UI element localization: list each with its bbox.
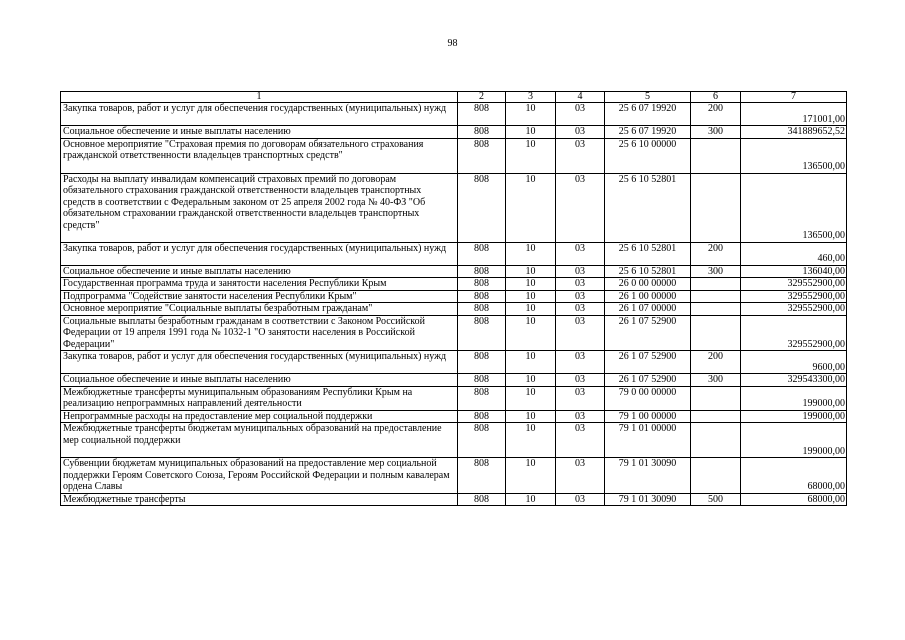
- header-row: [61, 92, 847, 103]
- subsection-code: 03: [556, 374, 605, 387]
- table-row: [61, 423, 847, 458]
- ministry-code: 808: [458, 265, 506, 278]
- expense-type-code: [691, 315, 741, 351]
- ministry-code: 808: [458, 386, 506, 410]
- section-code: 10: [506, 315, 556, 351]
- target-article-code: 26 1 07 52900: [605, 374, 691, 387]
- section-code: 10: [506, 265, 556, 278]
- row-name: Социальное обеспечение и иные выплаты населению: [61, 374, 458, 387]
- ministry-code: 808: [458, 374, 506, 387]
- table-row: [61, 265, 847, 278]
- expense-type-code: 300: [691, 265, 741, 278]
- page-number: 98: [447, 38, 458, 49]
- table-row: [61, 138, 847, 173]
- table-row: [61, 103, 847, 126]
- table-row: [61, 351, 847, 374]
- expense-type-code: 300: [691, 374, 741, 387]
- column-header: 2: [458, 92, 506, 103]
- section-code: 10: [506, 493, 556, 506]
- amount: 329552900,00: [741, 278, 847, 291]
- table-row: [61, 386, 847, 410]
- section-code: 10: [506, 103, 556, 126]
- table-row: [61, 303, 847, 316]
- section-code: 10: [506, 423, 556, 458]
- target-article-code: 26 0 00 00000: [605, 278, 691, 291]
- section-code: 10: [506, 374, 556, 387]
- target-article-code: 25 6 10 52801: [605, 265, 691, 278]
- row-name: Основное мероприятие "Социальные выплаты безработным гражданам": [61, 303, 458, 316]
- target-article-code: 25 6 07 19920: [605, 103, 691, 126]
- ministry-code: 808: [458, 303, 506, 316]
- subsection-code: 03: [556, 242, 605, 265]
- expense-type-code: [691, 410, 741, 423]
- row-name: Подпрограмма "Содействие занятости населения Республики Крым": [61, 290, 458, 303]
- section-code: 10: [506, 410, 556, 423]
- amount: 341889652,52: [741, 126, 847, 139]
- section-code: 10: [506, 458, 556, 494]
- row-name: Расходы на выплату инвалидам компенсаций страховых премий по договорам обязательного страхования гражданской ответственности владельцев транспортных средств в соответствии с Федеральным законом от 25 апреля 2002 года № 40-ФЗ "Об обязательном страховании гражданской ответственности владельцев транспортных средств": [61, 173, 458, 242]
- amount: 329543300,00: [741, 374, 847, 387]
- amount: 199000,00: [741, 410, 847, 423]
- section-code: 10: [506, 242, 556, 265]
- amount: 136500,00: [741, 173, 847, 242]
- expense-type-code: 300: [691, 126, 741, 139]
- row-name: Субвенции бюджетам муниципальных образований на предоставление мер социальной поддержки Героям Советского Союза, Героям Российской Федерации и полным кавалерам ордена Славы: [61, 458, 458, 494]
- column-header: 7: [741, 92, 847, 103]
- ministry-code: 808: [458, 493, 506, 506]
- ministry-code: 808: [458, 173, 506, 242]
- expense-type-code: [691, 278, 741, 291]
- amount: 329552900,00: [741, 290, 847, 303]
- column-header: 5: [605, 92, 691, 103]
- subsection-code: 03: [556, 410, 605, 423]
- expense-type-code: 200: [691, 242, 741, 265]
- amount: 329552900,00: [741, 303, 847, 316]
- column-header: 1: [61, 92, 458, 103]
- table-row: [61, 374, 847, 387]
- table-row: [61, 493, 847, 506]
- subsection-code: 03: [556, 265, 605, 278]
- section-code: 10: [506, 138, 556, 173]
- target-article-code: 25 6 10 52801: [605, 242, 691, 265]
- section-code: 10: [506, 303, 556, 316]
- budget-table: [60, 91, 847, 506]
- subsection-code: 03: [556, 138, 605, 173]
- row-name: Межбюджетные трансферты бюджетам муниципальных образований на предоставление мер социальной поддержки: [61, 423, 458, 458]
- row-name: Социальное обеспечение и иные выплаты населению: [61, 265, 458, 278]
- target-article-code: 26 1 07 00000: [605, 303, 691, 316]
- section-code: 10: [506, 126, 556, 139]
- table-row: [61, 290, 847, 303]
- expense-type-code: 200: [691, 351, 741, 374]
- amount: 68000,00: [741, 458, 847, 494]
- table-row: [61, 410, 847, 423]
- target-article-code: 25 6 07 19920: [605, 126, 691, 139]
- ministry-code: 808: [458, 242, 506, 265]
- amount: 329552900,00: [741, 315, 847, 351]
- amount: 68000,00: [741, 493, 847, 506]
- ministry-code: 808: [458, 278, 506, 291]
- subsection-code: 03: [556, 386, 605, 410]
- ministry-code: 808: [458, 410, 506, 423]
- column-header: 4: [556, 92, 605, 103]
- section-code: 10: [506, 173, 556, 242]
- target-article-code: 26 1 07 52900: [605, 315, 691, 351]
- subsection-code: 03: [556, 278, 605, 291]
- subsection-code: 03: [556, 351, 605, 374]
- table-row: [61, 242, 847, 265]
- subsection-code: 03: [556, 303, 605, 316]
- target-article-code: 79 1 01 30090: [605, 493, 691, 506]
- ministry-code: 808: [458, 458, 506, 494]
- expense-type-code: [691, 173, 741, 242]
- subsection-code: 03: [556, 173, 605, 242]
- row-name: Социальное обеспечение и иные выплаты населению: [61, 126, 458, 139]
- table-row: [61, 278, 847, 291]
- target-article-code: 26 1 00 00000: [605, 290, 691, 303]
- ministry-code: 808: [458, 423, 506, 458]
- ministry-code: 808: [458, 138, 506, 173]
- amount: 171001,00: [741, 103, 847, 126]
- target-article-code: 79 0 00 00000: [605, 386, 691, 410]
- subsection-code: 03: [556, 126, 605, 139]
- amount: 460,00: [741, 242, 847, 265]
- subsection-code: 03: [556, 290, 605, 303]
- expense-type-code: 500: [691, 493, 741, 506]
- expense-type-code: [691, 303, 741, 316]
- ministry-code: 808: [458, 315, 506, 351]
- amount: 199000,00: [741, 386, 847, 410]
- ministry-code: 808: [458, 290, 506, 303]
- expense-type-code: [691, 423, 741, 458]
- ministry-code: 808: [458, 103, 506, 126]
- amount: 199000,00: [741, 423, 847, 458]
- row-name: Государственная программа труда и занятости населения Республики Крым: [61, 278, 458, 291]
- subsection-code: 03: [556, 103, 605, 126]
- expense-type-code: [691, 458, 741, 494]
- ministry-code: 808: [458, 126, 506, 139]
- row-name: Закупка товаров, работ и услуг для обеспечения государственных (муниципальных) нужд: [61, 351, 458, 374]
- amount: 136500,00: [741, 138, 847, 173]
- row-name: Закупка товаров, работ и услуг для обеспечения государственных (муниципальных) нужд: [61, 242, 458, 265]
- subsection-code: 03: [556, 493, 605, 506]
- table-row: [61, 126, 847, 139]
- section-code: 10: [506, 386, 556, 410]
- target-article-code: 25 6 10 00000: [605, 138, 691, 173]
- target-article-code: 79 1 01 30090: [605, 458, 691, 494]
- table-row: [61, 173, 847, 242]
- subsection-code: 03: [556, 458, 605, 494]
- expense-type-code: 200: [691, 103, 741, 126]
- expense-type-code: [691, 138, 741, 173]
- target-article-code: 79 1 01 00000: [605, 423, 691, 458]
- target-article-code: 26 1 07 52900: [605, 351, 691, 374]
- row-name: Социальные выплаты безработным гражданам в соответствии с Законом Российской Федерации от 19 апреля 1991 года № 1032-1 "О занятости населения в Российской Федерации": [61, 315, 458, 351]
- subsection-code: 03: [556, 423, 605, 458]
- row-name: Основное мероприятие "Страховая премия по договорам обязательного страхования гражданской ответственности владельцев транспортных средств": [61, 138, 458, 173]
- section-code: 10: [506, 290, 556, 303]
- section-code: 10: [506, 278, 556, 291]
- target-article-code: 79 1 00 00000: [605, 410, 691, 423]
- subsection-code: 03: [556, 315, 605, 351]
- column-header: 6: [691, 92, 741, 103]
- row-name: Межбюджетные трансферты муниципальным образованиям Республики Крым на реализацию непрограммных направлений деятельности: [61, 386, 458, 410]
- target-article-code: 25 6 10 52801: [605, 173, 691, 242]
- ministry-code: 808: [458, 351, 506, 374]
- row-name: Межбюджетные трансферты: [61, 493, 458, 506]
- table-row: [61, 315, 847, 351]
- amount: 9600,00: [741, 351, 847, 374]
- expense-type-code: [691, 386, 741, 410]
- table-row: [61, 458, 847, 494]
- amount: 136040,00: [741, 265, 847, 278]
- row-name: Закупка товаров, работ и услуг для обеспечения государственных (муниципальных) нужд: [61, 103, 458, 126]
- row-name: Непрограммные расходы на предоставление мер социальной поддержки: [61, 410, 458, 423]
- section-code: 10: [506, 351, 556, 374]
- expense-type-code: [691, 290, 741, 303]
- column-header: 3: [506, 92, 556, 103]
